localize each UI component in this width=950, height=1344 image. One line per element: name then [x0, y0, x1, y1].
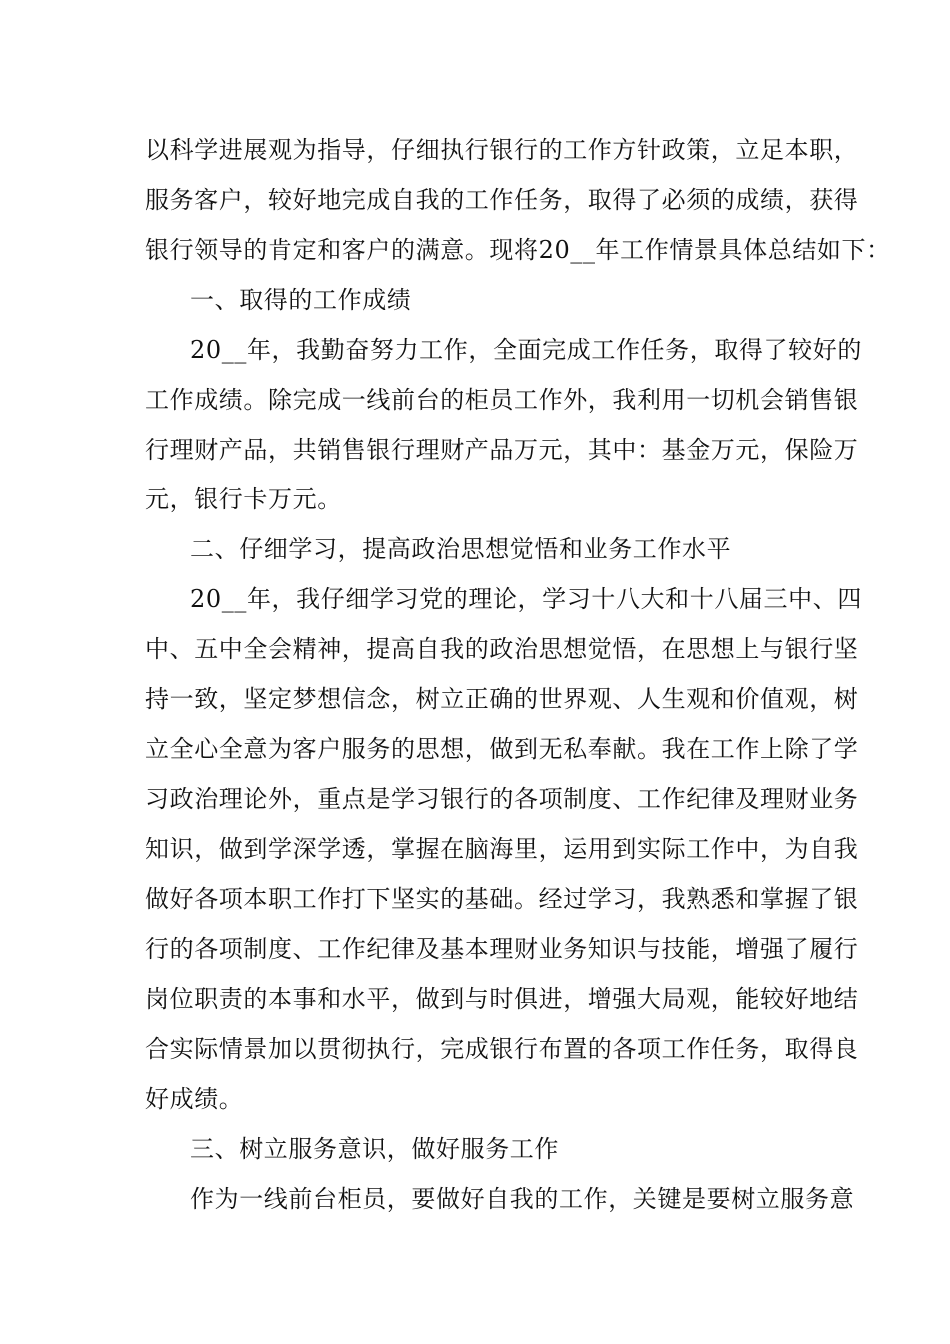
- paragraph-line: 习政治理论外，重点是学习银行的各项制度、工作纪律及理财业务: [145, 785, 859, 813]
- paragraph-line: 以科学进展观为指导，仔细执行银行的工作方针政策，立足本职，: [145, 136, 859, 164]
- paragraph-line: 中、五中全会精神，提高自我的政治思想觉悟，在思想上与银行坚: [145, 635, 859, 663]
- paragraph-line: 合实际情景加以贯彻执行，完成银行布置的各项工作任务，取得良: [145, 1035, 859, 1063]
- paragraph-line: 立全心全意为客户服务的思想，做到无私奉献。我在工作上除了学: [145, 735, 859, 763]
- paragraph-line: 工作成绩。除完成一线前台的柜员工作外，我利用一切机会销售银: [145, 386, 859, 414]
- paragraph-line: 银行领导的肯定和客户的满意。现将20__年工作情景具体总结如下：: [145, 236, 891, 264]
- paragraph-line: 知识，做到学深学透，掌握在脑海里，运用到实际工作中，为自我: [145, 835, 859, 863]
- paragraph-line: 服务客户，较好地完成自我的工作任务，取得了必须的成绩，获得: [145, 186, 859, 214]
- paragraph-line: 好成绩。: [145, 1085, 244, 1113]
- section-heading: 一、取得的工作成绩: [190, 286, 412, 314]
- paragraph-line: 做好各项本职工作打下坚实的基础。经过学习，我熟悉和掌握了银: [145, 885, 859, 913]
- section-heading: 三、树立服务意识，做好服务工作: [190, 1135, 559, 1163]
- paragraph-line: 持一致，坚定梦想信念，树立正确的世界观、人生观和价值观，树: [145, 685, 859, 713]
- paragraph-line: 20__年，我仔细学习党的理论，学习十八大和十八届三中、四: [190, 585, 862, 613]
- paragraph-line: 作为一线前台柜员，要做好自我的工作，关键是要树立服务意: [190, 1185, 855, 1213]
- paragraph-line: 元，银行卡万元。: [145, 485, 342, 513]
- paragraph-line: 行理财产品，共销售银行理财产品万元，其中：基金万元，保险万: [145, 436, 859, 464]
- section-heading: 二、仔细学习，提高政治思想觉悟和业务工作水平: [190, 535, 732, 563]
- paragraph-line: 20__年，我勤奋努力工作，全面完成工作任务，取得了较好的: [190, 336, 862, 364]
- paragraph-line: 岗位职责的本事和水平，做到与时俱进，增强大局观，能较好地结: [145, 985, 859, 1013]
- paragraph-line: 行的各项制度、工作纪律及基本理财业务知识与技能，增强了履行: [145, 935, 859, 963]
